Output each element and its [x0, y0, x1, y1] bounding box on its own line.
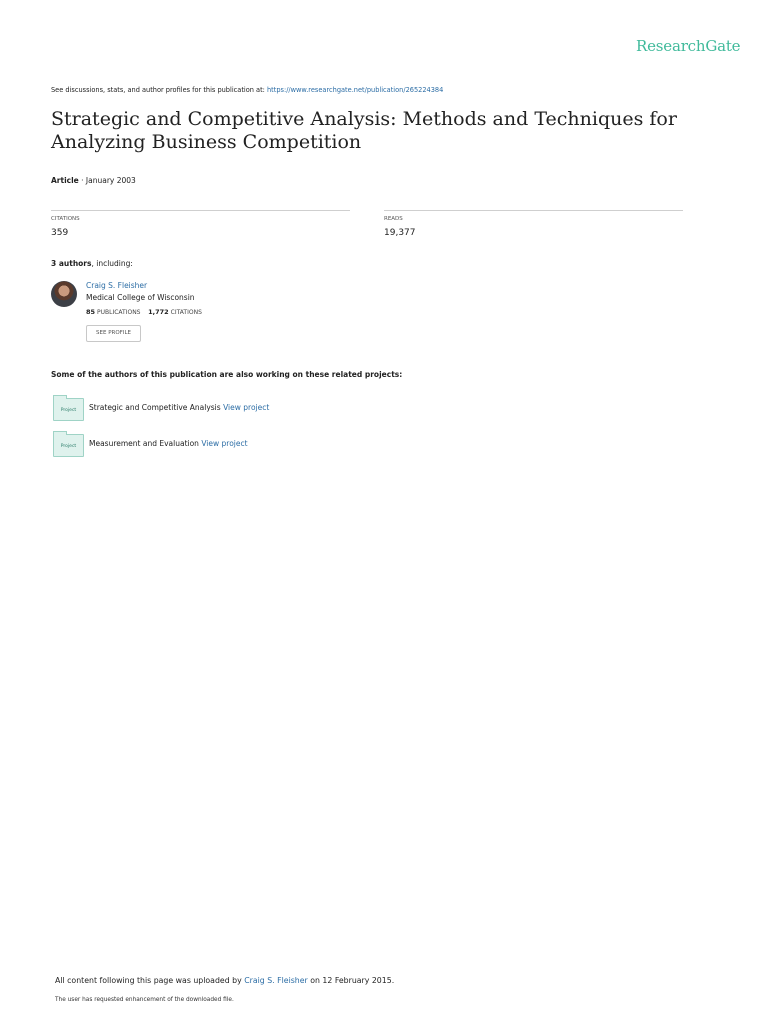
author-avatar[interactable] [51, 281, 77, 307]
enhancement-note: The user has requested enhancement of the downloaded file. [55, 997, 234, 1003]
reads-label: READS [384, 216, 403, 222]
project-name: Strategic and Competitive Analysis [89, 403, 221, 412]
project-folder-icon: Project [53, 434, 84, 457]
publication-url-link[interactable]: https://www.researchgate.net/publication/265224384 [267, 86, 444, 94]
project-folder-icon: Project [53, 398, 84, 421]
author-stats [86, 308, 202, 316]
author-citations-count: 1,772 [148, 308, 169, 316]
view-project-link[interactable]: View project [223, 403, 270, 412]
author-name-link[interactable]: Craig S. Fleisher [86, 281, 148, 290]
author-publications-label: PUBLICATIONS [96, 309, 141, 316]
project-item [89, 403, 269, 412]
upload-prefix: All content following this page was uploaded by [55, 976, 245, 985]
project-name: Measurement and Evaluation [89, 439, 199, 448]
upload-notice [55, 976, 394, 985]
citations-value: 359 [51, 228, 69, 238]
author-citations-label: CITATIONS [170, 309, 202, 316]
authors-heading [51, 259, 133, 268]
authors-including: , including: [91, 259, 133, 268]
author-institution: Medical College of Wisconsin [86, 293, 195, 302]
uploader-link[interactable]: Craig S. Fleisher [244, 976, 308, 985]
author-publications-count: 85 [86, 308, 96, 316]
publication-date: · January 2003 [78, 176, 136, 185]
reads-value: 19,377 [384, 228, 416, 238]
publication-meta [51, 176, 136, 185]
publication-type: Article [51, 176, 79, 185]
researchgate-logo[interactable]: ResearchGate [636, 37, 741, 55]
notice-prefix: See discussions, stats, and author profiles for this publication at: [51, 86, 267, 94]
upload-suffix: on 12 February 2015. [307, 976, 395, 985]
see-profile-button[interactable]: SEE PROFILE [86, 325, 141, 342]
publication-title: Strategic and Competitive Analysis: Methods and Techniques for Analyzing Business Competition [51, 108, 677, 153]
citations-divider [51, 210, 350, 211]
related-projects-heading: Some of the authors of this publication are also working on these related projects: [51, 370, 403, 379]
reads-divider [384, 210, 683, 211]
view-project-link[interactable]: View project [201, 439, 248, 448]
discussion-notice [51, 86, 443, 94]
authors-count: 3 authors [51, 259, 92, 268]
citations-label: CITATIONS [51, 216, 80, 222]
project-item [89, 439, 248, 448]
